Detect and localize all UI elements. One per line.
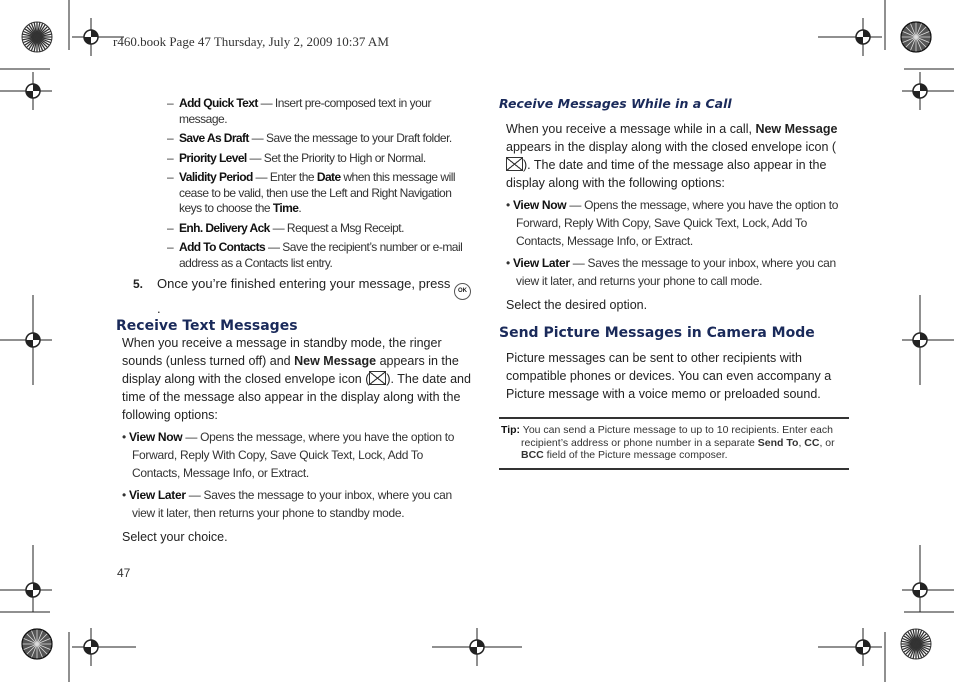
bcc-term: BCC <box>521 449 544 461</box>
tip-separator: , <box>798 436 805 449</box>
list-item: – Validity Period — Enter the Date when this message will cease to be valid, then use the Left and Right Navigation keys to choose the Time. <box>167 170 456 215</box>
bullet-label: View Later <box>512 256 570 270</box>
list-item: – Save As Draft — Save the message to your Draft folder. <box>167 131 452 145</box>
option-bold-term: Time <box>272 201 299 215</box>
book-header: r460.book Page 47 Thursday, July 2, 2009 10:37 AM <box>113 34 389 49</box>
option-text: — Save the message to your Draft folder. <box>248 131 452 145</box>
picture-paragraph: Picture messages can be sent to other recipients with compatible phones or devices. You can even accompany a Picture message with a voice memo or preloaded sound. <box>506 351 832 401</box>
bullet-label: View Now <box>512 198 567 212</box>
para-text: When you receive a message in standby mode, the ringer sounds (unless turned off) and <box>122 336 442 368</box>
step-5 <box>115 275 471 318</box>
subsection-heading-during-call: Receive Messages While in a Call <box>499 96 732 111</box>
para-text: appears in the display along with the closed envelope icon ( <box>506 140 837 154</box>
tip-label: Tip: <box>501 424 521 436</box>
left-column <box>115 96 471 546</box>
option-label: Add To Contacts <box>179 240 266 254</box>
option-text: — Save the recipient’s number or e-mail address as a Contacts list entry. <box>179 240 463 270</box>
option-text: — Enter the <box>252 170 317 184</box>
right-column <box>499 96 847 470</box>
send-to-term: Send To <box>757 436 799 449</box>
bullet-text: — Saves the message to your inbox, where you can view it later, and returns your phone to call mode. <box>516 256 836 288</box>
bullet-label: View Later <box>128 488 186 502</box>
bullet-text: — Opens the message, where you have the option to Forward, Reply With Copy, Save Quick Text, Lock, Add To Contacts, Message Info, or Extract. <box>516 198 839 248</box>
page-number: 47 <box>117 566 131 580</box>
bullet-text: — Opens the message, where you have the option to Forward, Reply With Copy, Save Quick Text, Lock, Add To Contacts, Message Info, or Extract. <box>132 430 455 480</box>
para-text: ). The date and time of the message also appear in the display along with the following options: <box>506 158 827 190</box>
list-item: – Add To Contacts — Save the recipient’s number or e-mail address as a Contacts list entry. <box>167 240 463 270</box>
envelope-icon <box>369 371 386 385</box>
option-label: Enh. Delivery Ack <box>179 220 270 235</box>
new-message-term: New Message <box>755 122 838 136</box>
tip-text-part: You can send a Picture message to up to 10 recipients. Enter each recipient’s address or phone number in a separate <box>520 424 833 449</box>
step-number: 5. <box>133 277 144 291</box>
option-label: Add Quick Text <box>179 96 258 110</box>
list-item: • View Later — Saves the message to your inbox, where you can view it later, and returns your phone to call mode. <box>506 256 836 288</box>
option-label: Save As Draft <box>179 131 249 145</box>
section-heading-picture-messages: Send Picture Messages in Camera Mode <box>499 325 815 341</box>
option-text: . <box>298 201 302 215</box>
list-item: • View Later — Saves the message to your inbox, where you can view it later, then returns your phone to standby mode. <box>122 488 452 520</box>
ok-key-icon: OK <box>454 283 471 300</box>
closing-text: Select the desired option. <box>506 298 648 312</box>
list-item: • View Now — Opens the message, where you have the option to Forward, Reply With Copy, Save Quick Text, Lock, Add To Contacts, Message Info, or Extract. <box>122 430 455 480</box>
list-item: – Add Quick Text — Insert pre-composed text in your message. <box>167 96 431 126</box>
option-label: Validity Period <box>179 170 253 184</box>
option-label: Priority Level <box>179 150 247 165</box>
new-message-term: New Message <box>294 354 377 368</box>
tip-text <box>501 424 847 462</box>
list-item: • View Now — Opens the message, where you have the option to Forward, Reply With Copy, Save Quick Text, Lock, Add To Contacts, Message Info, or Extract. <box>506 198 839 248</box>
tip-text-part: field of the Picture message composer. <box>543 449 728 461</box>
bullet-label: View Now <box>128 430 183 444</box>
tip-separator: , or <box>819 436 835 449</box>
cc-term: CC <box>804 436 820 449</box>
tip-box <box>499 417 849 470</box>
bullet-text: — Saves the message to your inbox, where you can view it later, then returns your phone to standby mode. <box>132 488 452 520</box>
step-end: . <box>157 301 161 316</box>
para-text: When you receive a message while in a call, <box>506 122 756 136</box>
step-text: Once you’re finished entering your message, press <box>157 276 451 291</box>
para-text: ). The date and time of the message also appear in the display along with the following options: <box>122 372 471 422</box>
list-item: – Priority Level — Set the Priority to High or Normal. <box>167 150 426 165</box>
during-call-paragraph <box>499 120 847 192</box>
section-heading-receive-text: Receive Text Messages <box>116 318 298 334</box>
option-text: — Request a Msg Receipt. <box>269 220 404 235</box>
option-text: when this message will cease to be valid, then use the Left and Right Navigation keys to choose the <box>179 170 456 215</box>
receive-text-paragraph <box>115 334 471 424</box>
option-text: — Insert pre-composed text in your message. <box>179 96 431 126</box>
option-text: — Set the Priority to High or Normal. <box>246 150 426 165</box>
option-bold-term: Date <box>316 170 341 184</box>
closing-text: Select your choice. <box>122 530 228 544</box>
envelope-icon <box>506 157 523 171</box>
sub-options-list <box>115 96 471 271</box>
list-item: – Enh. Delivery Ack — Request a Msg Receipt. <box>167 220 404 235</box>
para-text: appears in the display along with the closed envelope icon ( <box>122 354 459 386</box>
